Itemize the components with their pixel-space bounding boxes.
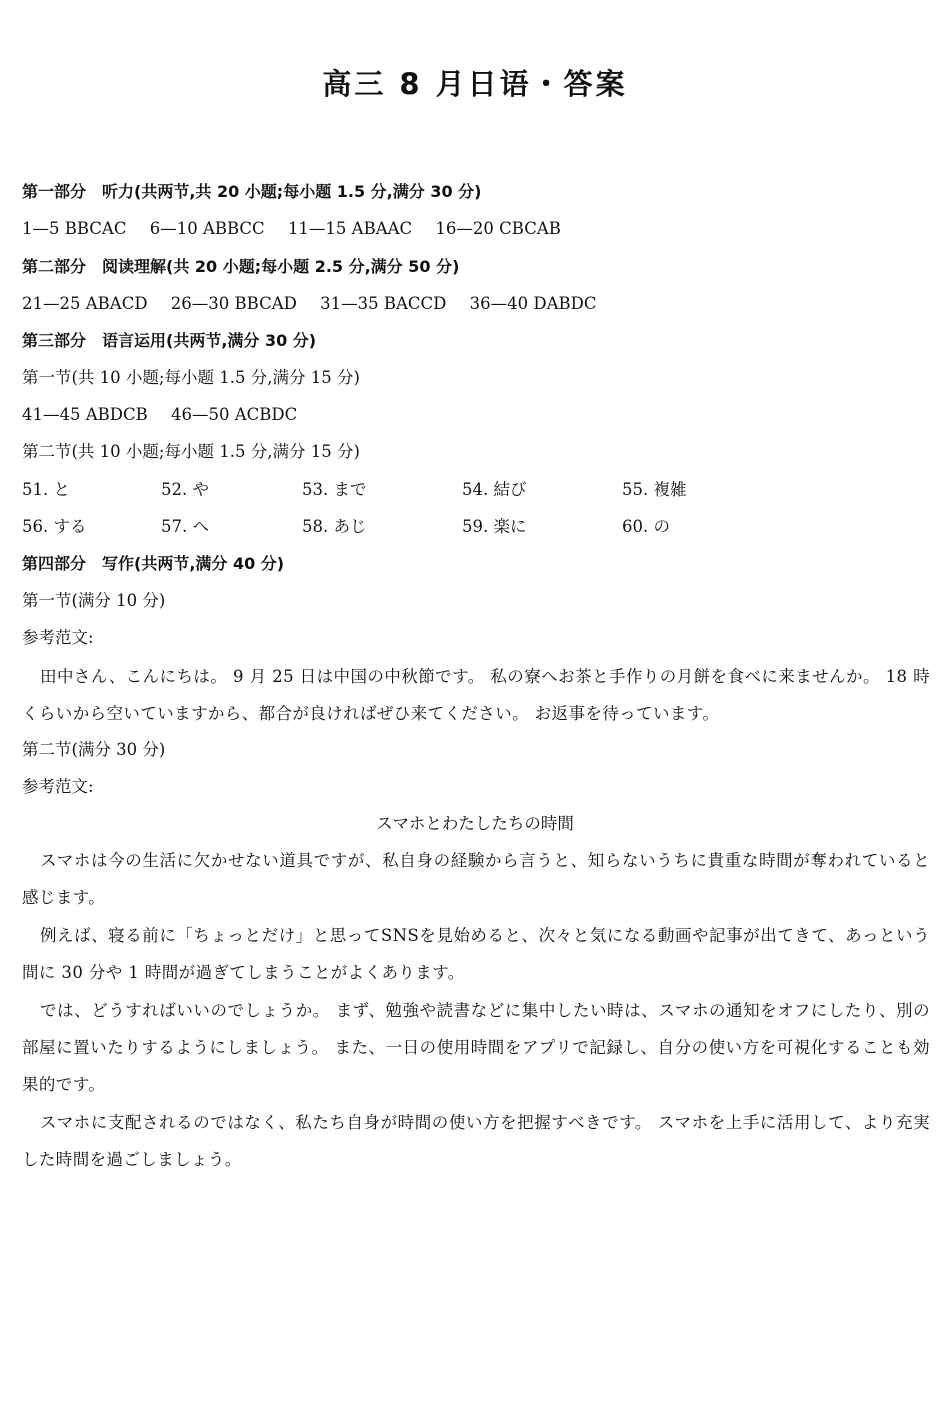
part2-heading: 第二部分 阅读理解(共 20 小题;每小题 2.5 分,满分 50 分) — [22, 257, 460, 276]
answer-group: 46—50 ACBDC — [171, 405, 298, 424]
fill-in-answer: 54. 結び — [462, 480, 527, 499]
fill-in-answer: 60. の — [622, 517, 670, 536]
answer-group: 41—45 ABDCB — [22, 405, 148, 424]
fill-in-row-2 — [22, 515, 932, 539]
answer-group: 31—35 BACCD — [320, 294, 447, 313]
part1-answers — [22, 217, 932, 241]
fill-in-answer: 58. あじ — [302, 517, 367, 536]
part2-answers — [22, 292, 932, 316]
part3-heading: 第三部分 语言运用(共两节,满分 30 分) — [22, 331, 317, 350]
page-title: 高三 8 月日语・答案 — [322, 67, 628, 101]
essay-title: スマホとわたしたちの時間 — [376, 814, 574, 833]
part3-section1-heading: 第一节(共 10 小题;每小题 1.5 分,满分 15 分) — [22, 368, 360, 387]
part4-heading: 第四部分 写作(共两节,满分 40 分) — [22, 554, 285, 573]
answer-group: 16—20 CBCAB — [435, 219, 561, 238]
essay-paragraph: スマホに支配されるのではなく、私たち自身が時間の使い方を把握すべきです。 スマホを上手に活用して、より充実した時間を過ごしましょう。 — [22, 1113, 930, 1169]
fill-in-answer: 56. する — [22, 517, 87, 536]
fill-in-row-1 — [22, 478, 932, 502]
fill-in-answer: 53. まで — [302, 480, 367, 499]
fill-in-answer: 52. や — [161, 480, 209, 499]
fill-in-answer: 51. と — [22, 480, 70, 499]
part1-heading: 第一部分 听力(共两节,共 20 小题;每小题 1.5 分,满分 30 分) — [22, 182, 482, 201]
fill-in-answer: 55. 複雑 — [622, 480, 687, 499]
part4-section1-sample-label: 参考范文: — [22, 628, 94, 647]
answer-group: 26—30 BBCAD — [170, 294, 297, 313]
answer-group: 21—25 ABACD — [22, 294, 148, 313]
essay-paragraph: スマホは今の生活に欠かせない道具ですが、私自身の経験から言うと、知らないうちに貴重な時間が奪われていると感じます。 — [22, 851, 930, 907]
answer-group: 11—15 ABAAC — [287, 219, 413, 238]
answer-group: 6—10 ABBCC — [149, 219, 265, 238]
part4-section2-sample-label: 参考范文: — [22, 777, 94, 796]
answer-group: 1—5 BBCAC — [22, 219, 127, 238]
fill-in-answer: 57. へ — [161, 517, 209, 536]
essay-paragraph: では、どうすればいいのでしょうか。 まず、勉強や読書などに集中したい時は、スマホの通知をオフにしたり、別の部屋に置いたりするようにしましょう。 また、一日の使用時間をアプリで記録し、自分の使い方を可視化することも効果的です。 — [22, 1001, 930, 1094]
part4-section1-sample-text: 田中さん、こんにちは。 9 月 25 日は中国の中秋節です。 私の寮へお茶と手作りの月餅を食べに来ませんか。 18 時くらいから空いていますから、都合が良ければぜひ来てください。 お返事を待っています。 — [22, 667, 930, 723]
part4-section1-heading: 第一节(满分 10 分) — [22, 591, 166, 610]
answer-group: 36—40 DABDC — [469, 294, 597, 313]
fill-in-answer: 59. 楽に — [462, 517, 527, 536]
part4-section2-heading: 第二节(满分 30 分) — [22, 740, 166, 759]
part3-section2-heading: 第二节(共 10 小题;每小题 1.5 分,满分 15 分) — [22, 442, 360, 461]
part3-section1-answers — [22, 403, 932, 427]
essay-paragraph: 例えば、寝る前に「ちょっとだけ」と思ってSNSを見始めると、次々と気になる動画や記事が出てきて、あっという間に 30 分や 1 時間が過ぎてしまうことがよくあります。 — [22, 926, 930, 982]
